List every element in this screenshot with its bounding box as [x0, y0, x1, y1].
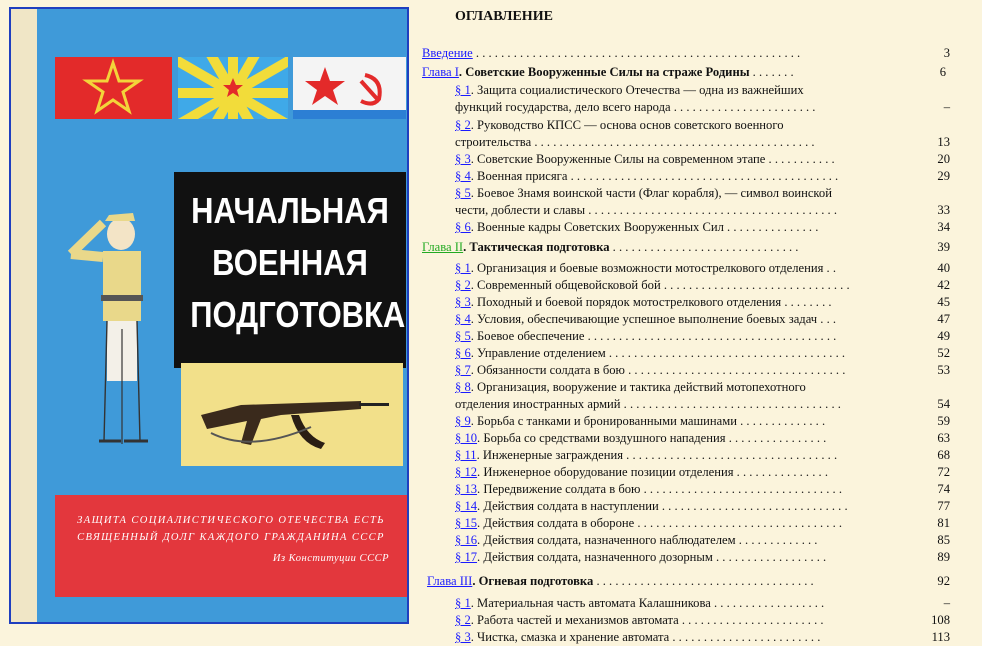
toc-entry-title: . Управление отделением [470, 346, 606, 360]
toc-page-number: 85 [937, 533, 950, 547]
toc-row [455, 219, 818, 235]
toc-entry-title: . Работа частей и механизмов автомата [470, 613, 679, 627]
toc-link[interactable]: § 10 [455, 431, 478, 445]
toc-link[interactable]: § 17 [455, 550, 478, 564]
toc-page-number: 92 [937, 574, 950, 588]
toc-row [455, 481, 842, 497]
toc-link[interactable]: § 13 [455, 482, 478, 496]
toc-row [455, 595, 824, 611]
cover-spine [11, 9, 37, 622]
toc-link[interactable]: § 14 [455, 499, 478, 513]
toc-link[interactable]: § 8 [455, 380, 471, 394]
toc-page-number: 39 [937, 240, 950, 254]
toc-link[interactable]: § 11 [455, 448, 477, 462]
toc-leader-dots: . . . . . . . . [781, 295, 832, 309]
toc-page-number: 20 [937, 152, 950, 166]
air-force-flag [178, 57, 288, 119]
toc-link[interactable]: § 3 [455, 295, 471, 309]
toc-page-number: 13 [937, 135, 950, 149]
toc-link[interactable]: § 1 [455, 261, 471, 275]
toc-page-number: 113 [931, 630, 950, 644]
toc-leader-dots: . . . [817, 312, 837, 326]
toc-leader-dots: . . . . . . . . . . . . . . . . . . . . . . . . . . . . . . . . . [634, 516, 843, 530]
toc-entry-title: . Боевое обеспечение [470, 329, 585, 343]
toc-row [455, 464, 828, 480]
toc-leader-dots: . . . . . . . . . . . . . . . . . . . . . . . . . . . . . . . . . . . . . . . . . . . [567, 169, 839, 183]
toc-row [455, 413, 825, 429]
toc-link[interactable]: § 4 [455, 312, 471, 326]
toc-link[interactable]: Глава III [427, 574, 473, 588]
toc-leader-dots: . . . . . . . . . . . . . . . . . . [710, 596, 825, 610]
toc-leader-dots: . . . . . . . . . . . . . . . . . . . . . . . . . . . . . . [660, 278, 850, 292]
toc-entry-title: . Тактическая подготовка [463, 240, 610, 254]
toc-entry-title: . Действия солдата, назначенного дозорным [477, 550, 713, 564]
toc-leader-dots: . . . . . . . . . . . . . . . . . . . . . . . . . . . . . . . . . . . . . . . . [585, 203, 837, 217]
toc-page-number: 53 [937, 363, 950, 377]
toc-entry-title: . Военная присяга [470, 169, 568, 183]
toc-entry-title: . Борьба со средствами воздушного нападения [477, 431, 726, 445]
toc-entry-title: . Действия солдата в наступлении [477, 499, 659, 513]
toc-leader-dots: . . . . . . . . . . . . . [735, 533, 818, 547]
toc-page-number: 6 [939, 65, 946, 79]
toc-row [455, 82, 804, 98]
toc-leader-dots: . . . . . . . . . . . . . . . [733, 465, 828, 479]
toc-link[interactable]: § 5 [455, 186, 471, 200]
toc-page-number: 49 [937, 329, 950, 343]
toc-link[interactable]: § 12 [455, 465, 478, 479]
toc-leader-dots: . . . . . . . . . . . . . . . . . . . . . . . . . . . . . . . . . . . [620, 397, 841, 411]
toc-leader-dots: . . . . . . . . . . . . . . [736, 414, 826, 428]
toc-entry-title: . Боевое Знамя воинской части (Флаг корабля), — символ воинской [470, 186, 832, 200]
toc-link[interactable]: § 1 [455, 83, 471, 97]
toc-row [455, 532, 817, 548]
slogan-line-2: СВЯЩЕННЫЙ ДОЛГ КАЖДОГО ГРАЖДАНИНА СССР [77, 532, 385, 543]
toc-page-number: 3 [943, 46, 950, 60]
cover-title-line-3: ПОДГОТОВКА [190, 294, 406, 335]
toc-row [455, 345, 845, 361]
saluting-soldier-illustration [51, 199, 171, 459]
toc-row [455, 117, 784, 133]
toc-link[interactable]: § 2 [455, 613, 471, 627]
toc-entry-title: . Обязанности солдата в бою [470, 363, 625, 377]
toc-chapter-row [427, 573, 814, 589]
toc-page-number: 77 [937, 499, 950, 513]
toc-page-number: 108 [931, 613, 950, 627]
toc-link[interactable]: § 3 [455, 152, 471, 166]
toc-page-number: 52 [937, 346, 950, 360]
toc-link[interactable]: § 16 [455, 533, 478, 547]
toc-link[interactable]: Введение [422, 46, 473, 60]
toc-page-number: 63 [937, 431, 950, 445]
toc-entry-title: . Действия солдата в обороне [477, 516, 635, 530]
toc-leader-dots: . . . . . . . . . . . . . . . . . . . . . . . . . . . . . . . . . . . . . . [605, 346, 846, 360]
toc-link[interactable]: § 9 [455, 414, 471, 428]
toc-row [455, 134, 815, 150]
cover-title-line-1: НАЧАЛЬНАЯ [191, 190, 389, 231]
navy-flag [293, 57, 406, 119]
toc-entry-title: . Современный общевойсковой бой [470, 278, 661, 292]
toc-entry-title: . Борьба с танками и бронированными машинами [470, 414, 737, 428]
toc-link[interactable]: § 4 [455, 169, 471, 183]
toc-row [455, 379, 806, 395]
toc-row [455, 549, 826, 565]
toc-page-number: 74 [937, 482, 950, 496]
constitution-slogan [55, 495, 407, 597]
toc-leader-dots: . . [823, 261, 836, 275]
toc-page-number: 29 [937, 169, 950, 183]
toc-entry-title: отделения иностранных армий [455, 397, 621, 411]
toc-leader-dots: . . . . . . . . . . . . . . . . . . . . . . . [678, 613, 824, 627]
toc-leader-dots: . . . . . . . [749, 65, 794, 79]
toc-leader-dots: . . . . . . . . . . . . . . . . . . . . . . . . . . . . . . . . . . . . . . . . . . . . . . . . . . . . [472, 46, 801, 60]
toc-row [455, 629, 820, 645]
toc-page-number: 59 [937, 414, 950, 428]
toc-chapter-row [422, 239, 798, 255]
toc-entry-title: . Советские Вооруженные Силы на современном этапе [470, 152, 766, 166]
toc-page-number: 81 [937, 516, 950, 530]
toc-row [455, 515, 842, 531]
toc-leader-dots: . . . . . . . . . . . . . . . . . . . . . . . . . . . . . . . . [640, 482, 842, 496]
toc-entry-title: . Инженерное оборудование позиции отделения [477, 465, 734, 479]
toc-heading: ОГЛАВЛЕНИЕ [455, 9, 553, 24]
book-cover [9, 7, 409, 624]
toc-link[interactable]: § 15 [455, 516, 478, 530]
toc-row [455, 311, 836, 327]
toc-row [455, 99, 815, 115]
red-star-icon [55, 57, 172, 119]
toc-row [422, 45, 800, 61]
toc-entry-title: . Огневая подготовка [472, 574, 594, 588]
air-emblem-icon [178, 57, 288, 119]
toc-row [455, 612, 824, 628]
toc-link[interactable]: § 2 [455, 118, 471, 132]
slogan-source: Из Конституции СССР [272, 553, 389, 564]
toc-entry-title: . Военные кадры Советских Вооруженных Сил [470, 220, 724, 234]
toc-row [455, 430, 826, 446]
ussr-flag [55, 57, 172, 119]
toc-row [455, 362, 845, 378]
toc-link[interactable]: Глава I [422, 65, 459, 79]
toc-entry-title: . Советские Вооруженные Силы на страже Родины [458, 65, 750, 79]
toc-row [455, 498, 848, 514]
toc-leader-dots: . . . . . . . . . . . . . . . . . . . . . . . . . . . . . . . . . . . [593, 574, 814, 588]
toc-entry-title: . Передвижение солдата в бою [477, 482, 641, 496]
toc-page-number: 47 [937, 312, 950, 326]
toc-leader-dots: . . . . . . . . . . . . . . . . . . . . . . . . . . . . . . [609, 240, 799, 254]
toc-row [455, 396, 841, 412]
cover-title-block [174, 172, 406, 368]
toc-row [455, 260, 836, 276]
toc-page-number: – [943, 596, 950, 610]
toc-leader-dots: . . . . . . . . . . . . . . . . . . . . . . . . . . . . . . . . . . . . . . . . . . . . . [531, 135, 815, 149]
toc-link[interactable]: § 6 [455, 220, 471, 234]
toc-page-number: 42 [937, 278, 950, 292]
toc-entry-title: . Инженерные заграждения [476, 448, 623, 462]
toc-page-number: 68 [937, 448, 950, 462]
toc-row [455, 328, 836, 344]
toc-link[interactable]: Глава II [422, 240, 464, 254]
toc-leader-dots: . . . . . . . . . . . . . . . . . . . . . . . . . . . . . . . . . . [623, 448, 838, 462]
toc-page-number: 40 [937, 261, 950, 275]
toc-link[interactable]: § 6 [455, 346, 471, 360]
toc-link[interactable]: § 5 [455, 329, 471, 343]
toc-leader-dots: . . . . . . . . . . . . . . . . . . . . . . . . [669, 630, 821, 644]
toc-entry-title: . Условия, обеспечивающие успешное выполнение боевых задач [470, 312, 818, 326]
toc-leader-dots: . . . . . . . . . . . . . . . . . . . . . . . . . . . . . . . . . . . [624, 363, 846, 377]
toc-entry-title: . Материальная часть автомата Калашникова [470, 596, 711, 610]
toc-leader-dots: . . . . . . . . . . . . . . . . . . . . . . . [670, 100, 816, 114]
toc-page-number: – [943, 100, 950, 114]
toc-link[interactable]: § 2 [455, 278, 471, 292]
toc-row [455, 168, 838, 184]
toc-entry-title: . Организация и боевые возможности мотострелкового отделения [470, 261, 824, 275]
toc-leader-dots: . . . . . . . . . . . [765, 152, 835, 166]
toc-entry-title: . Защита социалистического Отечества — одна из важнейших [470, 83, 804, 97]
toc-page-number: 54 [937, 397, 950, 411]
toc-link[interactable]: § 3 [455, 630, 471, 644]
toc-page-number: 45 [937, 295, 950, 309]
toc-entry-title: . Руководство КПСС — основа основ советского военного [470, 118, 784, 132]
toc-row [455, 294, 832, 310]
toc-leader-dots: . . . . . . . . . . . . . . . . . . [712, 550, 827, 564]
toc-entry-title: . Действия солдата, назначенного наблюдателем [477, 533, 736, 547]
slogan-line-1: ЗАЩИТА СОЦИАЛИСТИЧЕСКОГО ОТЕЧЕСТВА ЕСТЬ [77, 515, 385, 526]
toc-leader-dots: . . . . . . . . . . . . . . . . . . . . . . . . . . . . . . . . . . . . . . . . [584, 329, 837, 343]
toc-entry-title: . Организация, вооружение и тактика действий мотопехотного [470, 380, 806, 394]
toc-entry-title: чести, доблести и славы [455, 203, 586, 217]
toc-chapter-row [422, 64, 794, 80]
toc-page-number: 34 [937, 220, 950, 234]
toc-row [455, 277, 850, 293]
toc-leader-dots: . . . . . . . . . . . . . . . . [725, 431, 827, 445]
toc-row [455, 185, 832, 201]
toc-page-number: 72 [937, 465, 950, 479]
toc-link[interactable]: § 7 [455, 363, 471, 377]
toc-entry-title: . Походный и боевой порядок мотострелкового отделения [470, 295, 782, 309]
toc-page-number: 89 [937, 550, 950, 564]
rifle-illustration [181, 363, 403, 466]
toc-entry-title: строительства [455, 135, 532, 149]
toc-row [455, 202, 837, 218]
toc-link[interactable]: § 1 [455, 596, 471, 610]
toc-row [455, 151, 835, 167]
toc-page-number: 33 [937, 203, 950, 217]
toc-leader-dots: . . . . . . . . . . . . . . . . . . . . . . . . . . . . . . [658, 499, 848, 513]
toc-entry-title: функций государства, дело всего народа [455, 100, 671, 114]
toc-row [455, 447, 837, 463]
toc-leader-dots: . . . . . . . . . . . . . . . [723, 220, 819, 234]
cover-title-line-2: ВОЕННАЯ [212, 242, 368, 283]
toc-entry-title: . Чистка, смазка и хранение автомата [470, 630, 670, 644]
